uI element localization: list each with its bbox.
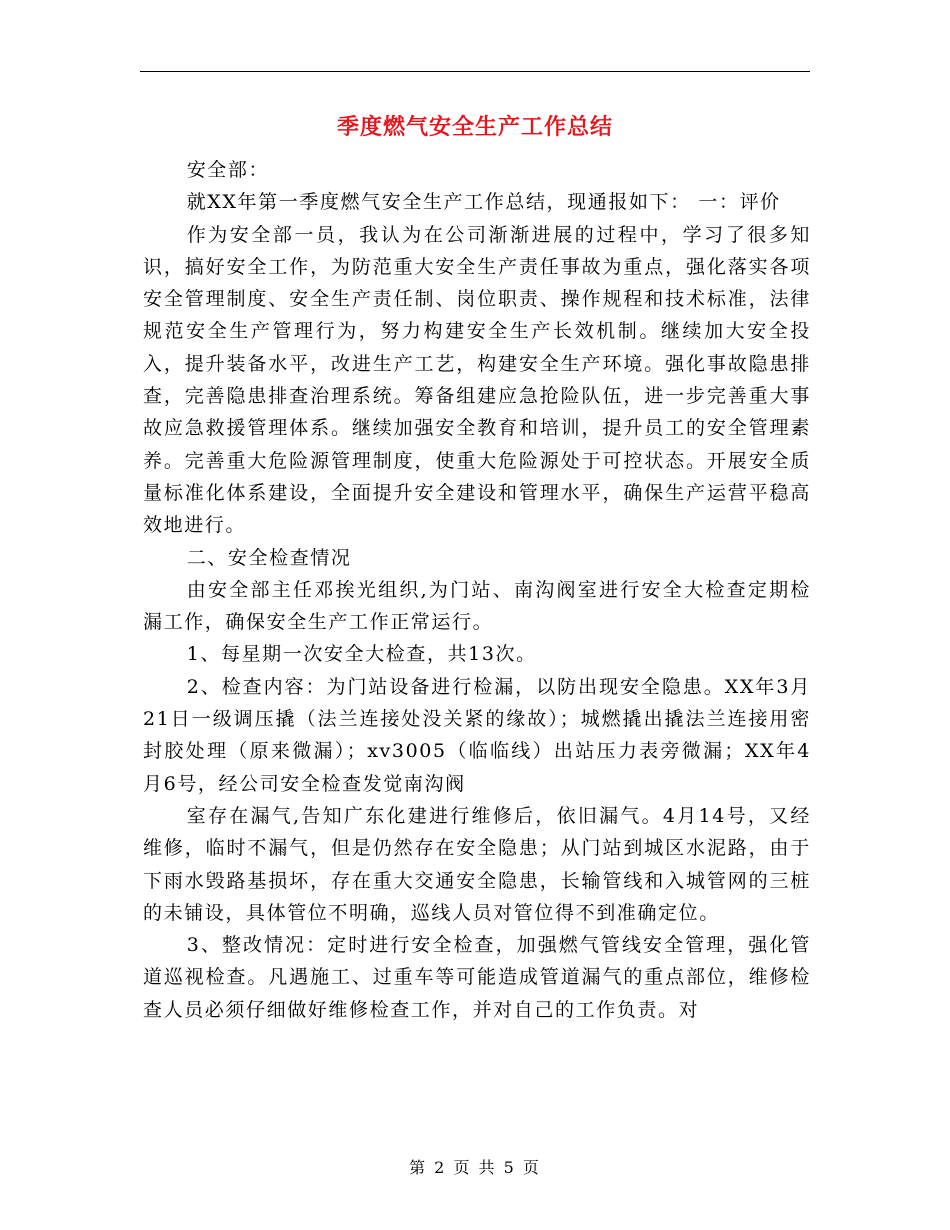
rectification-item: 3、整改情况：定时进行安全检查，加强燃气管线安全管理，强化管道巡视检查。凡遇施工、过重车等可能造成管道漏气的重点部位，维修检查人员必须仔细做好维修检查工作，并对自己的工作负责。对 — [143, 934, 811, 1021]
header-rule — [140, 71, 810, 72]
salutation: 安全部： — [186, 159, 270, 181]
section-heading-inspection: 二、安全检查情况 — [186, 546, 352, 569]
document-body — [143, 154, 811, 1026]
inspection-organization-paragraph: 由安全部主任邓挨光组织,为门站、南沟阀室进行安全大检查定期检漏工作，确保安全生产工作正常运行。 — [143, 578, 811, 634]
page-number-footer: 第 2 页 共 5 页 — [409, 1158, 541, 1177]
intro-paragraph: 就XX年第一季度燃气安全生产工作总结，现通报如下： 一：评价 — [186, 191, 781, 214]
inspection-content-continued: 室存在漏气,告知广东化建进行维修后，依旧漏气。4月14号，又经维修，临时不漏气，但是仍然存在安全隐患；从门站到城区水泥路，由于下雨水毁路基损坏，存在重大交通安全隐患，长输管线和入城管网的三桩的未铺设，具体管位不明确，巡线人员对管位得不到准确定位。 — [143, 804, 811, 924]
inspection-frequency-item: 1、每星期一次安全大检查，共13次。 — [186, 643, 537, 666]
document-title: 季度燃气安全生产工作总结 — [336, 115, 613, 140]
inspection-content-item: 2、检查内容：为门站设备进行检漏，以防出现安全隐患。XX年3月21日一级调压撬（法兰连接处没关紧的缘故）；城燃撬出撬法兰连接用密封胶处理（原来微漏）；xv3005（临临线）出站压力表旁微漏；XX年4月6号，经公司安全检查发觉南沟阀 — [143, 675, 811, 795]
evaluation-paragraph: 作为安全部一员，我认为在公司渐渐进展的过程中，学习了很多知识，搞好安全工作，为防范重大安全生产责任事故为重点，强化落实各项安全管理制度、安全生产责任制、岗位职责、操作规程和技术标准，法律规范安全生产管理行为，努力构建安全生产长效机制。继续加大安全投入，提升装备水平，改进生产工艺，构建安全生产环境。强化事故隐患排查，完善隐患排查治理系统。筹备组建应急抢险队伍，进一步完善重大事故应急救援管理体系。继续加强安全教育和培训，提升员工的安全管理素养。完善重大危险源管理制度，使重大危险源处于可控状态。开展安全质量标准化体系建设，全面提升安全建设和管理水平，确保生产运营平稳高效地进行。 — [143, 223, 811, 537]
